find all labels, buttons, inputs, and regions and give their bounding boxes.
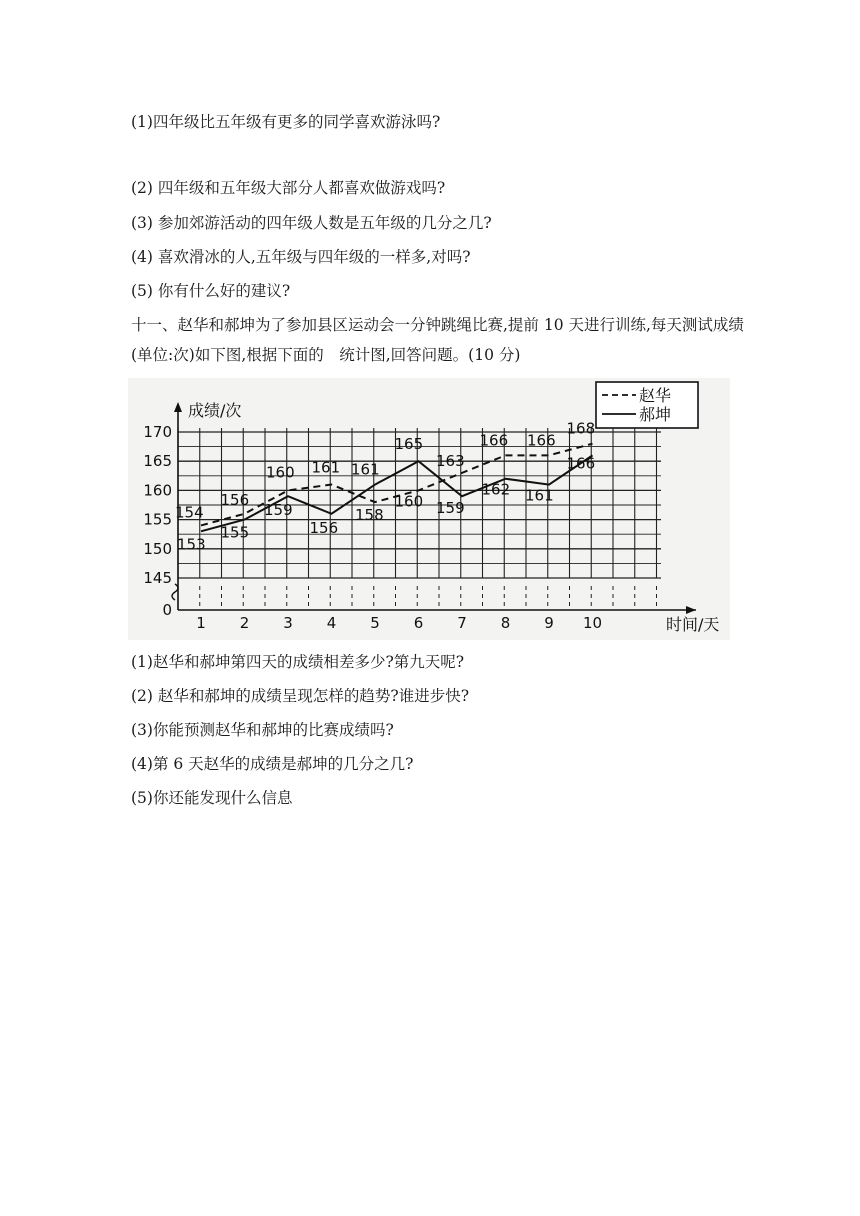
series-line-zhaohua [201, 444, 593, 526]
x-tick-label: 9 [544, 614, 554, 632]
y-tick-label: 160 [143, 481, 172, 500]
chart-canvas [128, 378, 730, 640]
y-tick-label: 145 [143, 569, 172, 587]
question-4-part1: (4) 喜欢滑冰的人,五年级与四年级的一样多,对吗? [131, 248, 471, 266]
y-tick-label: 165 [143, 452, 172, 471]
data-label-zhaohua: 168 [566, 419, 596, 438]
question-1-part2: (1)赵华和郝坤第四天的成绩相差多少?第九天呢? [131, 653, 465, 671]
data-label-zhaohua: 158 [355, 506, 384, 525]
line-chart [128, 378, 730, 640]
question-4-part2: (4)第 6 天赵华的成绩是郝坤的几分之几? [131, 755, 414, 773]
y-tick-label: 150 [143, 539, 172, 558]
x-tick-label: 8 [500, 614, 511, 632]
data-label-haokun: 162 [481, 480, 511, 499]
y-tick-label: 155 [143, 510, 172, 529]
question-3-part2: (3)你能预测赵华和郝坤的比赛成绩吗? [131, 721, 394, 739]
data-label-zhaohua: 166 [479, 431, 509, 450]
y-axis-arrow [174, 402, 182, 412]
axis-break-mark [172, 584, 178, 600]
question-3-part1: (3) 参加郊游活动的四年级人数是五年级的几分之几? [131, 214, 492, 232]
data-label-haokun: 156 [309, 518, 339, 537]
x-tick-label: 10 [582, 614, 603, 632]
question-5-part1: (5) 你有什么好的建议? [131, 282, 291, 300]
y-axis-title: 成绩/次 [188, 401, 242, 420]
data-label-zhaohua: 166 [527, 431, 556, 450]
data-label-zhaohua: 163 [436, 451, 465, 470]
y-tick-label: 170 [143, 423, 172, 441]
x-tick-label: 3 [283, 614, 293, 632]
data-label-haokun: 161 [351, 460, 380, 479]
data-label-haokun: 159 [436, 499, 465, 518]
legend-label: 赵华 [639, 386, 672, 405]
data-label-haokun: 159 [264, 501, 293, 520]
data-label-zhaohua: 160 [266, 463, 295, 482]
y-tick-label: 0 [162, 601, 172, 619]
data-label-haokun: 161 [525, 486, 554, 505]
data-label-zhaohua: 160 [394, 492, 424, 511]
x-axis-arrow [686, 606, 696, 614]
data-label-zhaohua: 156 [220, 490, 250, 509]
question-1-part1: (1)四年级比五年级有更多的同学喜欢游泳吗? [131, 113, 441, 131]
question-2-part2: (2) 赵华和郝坤的成绩呈现怎样的趋势?谁进步快? [131, 687, 470, 705]
x-tick-label: 2 [239, 614, 250, 632]
x-tick-label: 1 [196, 614, 206, 632]
x-tick-label: 7 [457, 614, 467, 632]
data-label-zhaohua: 154 [175, 503, 204, 522]
question-2-part1: (2) 四年级和五年级大部分人都喜欢做游戏吗? [131, 179, 446, 197]
x-axis-title: 时间/天 [666, 615, 720, 634]
question-5-part2: (5)你还能发现什么信息 [131, 789, 293, 807]
data-label-zhaohua: 161 [311, 458, 341, 477]
x-tick-label: 4 [326, 614, 337, 632]
section-11-heading: 十一、赵华和郝坤为了参加县区运动会一分钟跳绳比赛,提前 10 天进行训练,每天测试成绩(单位:次)如下图,根据下面的 统计图,回答问题。(10 分) [131, 316, 744, 364]
x-tick-label: 6 [413, 614, 424, 632]
data-label-haokun: 153 [177, 535, 206, 554]
legend-label: 郝坤 [639, 405, 672, 424]
x-tick-label: 5 [370, 614, 380, 632]
data-label-haokun: 155 [220, 523, 250, 542]
data-label-haokun: 165 [394, 435, 424, 454]
data-label-haokun: 166 [566, 454, 596, 473]
